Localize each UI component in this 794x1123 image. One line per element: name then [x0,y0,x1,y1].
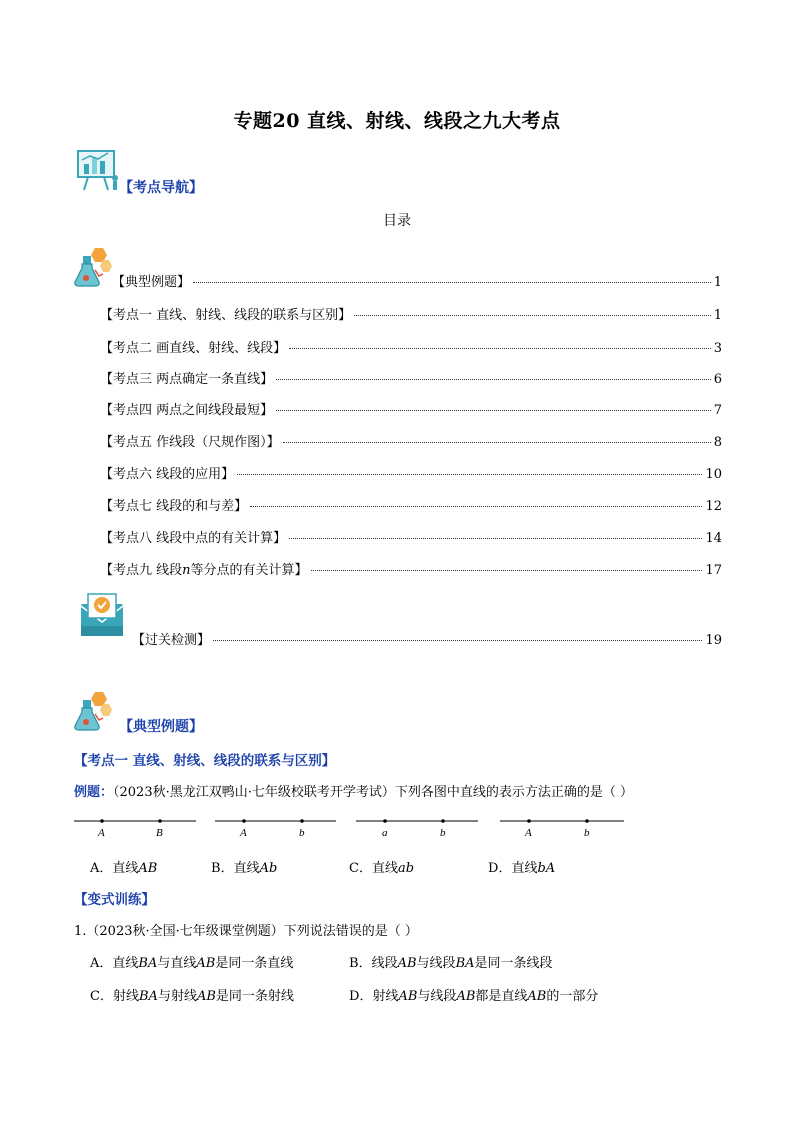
line-figure-3 [356,819,478,839]
toc-leader-dots [311,570,703,571]
toc-leader-dots [283,442,711,443]
toc-leader-dots [276,379,711,380]
toc-page-number: 1 [713,275,722,290]
toc-entry-typical-examples[interactable] [112,271,722,289]
toc-page-number: 7 [713,403,722,418]
q1-option-a[interactable]: A．直线BA与直线AB是同一条直线 [90,956,294,971]
section-title: 【典型例题】 [119,719,203,735]
toc-leader-dots [276,410,711,411]
toc-entry-label: 【考点七 线段的和与差】 [100,499,248,514]
line-figure-2 [215,819,336,839]
presentation-board-icon [74,148,120,192]
example-text: （2023秋·黑龙江双鸭山·七年级校联考开学考试）下列各图中直线的表示方法正确的是（ ） [113,785,633,800]
point-label: A [525,827,532,839]
point-label: A [240,827,247,839]
flask-icon [73,246,113,288]
toc-page-number: 14 [705,531,722,546]
example-option-b[interactable]: B．直线Ab [211,861,278,876]
point-label: A [98,827,105,839]
line-figures [70,812,630,842]
toc-leader-dots [193,282,711,283]
toc-leader-dots [289,538,702,539]
toc-entry-label: 【考点四 两点之间线段最短】 [100,403,274,418]
toc-page-number: 10 [705,467,722,482]
point-label: a [382,827,388,839]
toc-entry-kp3[interactable] [100,368,722,386]
practice-question-1: 1.（2023秋·全国·七年级课堂例题）下列说法错误的是（ ） [74,924,418,939]
toc-entry-label: 【考点三 两点确定一条直线】 [100,372,274,387]
page-title: 专题20 直线、射线、线段之九大考点 [233,110,561,132]
toc-entry-kp1[interactable] [100,304,722,322]
line-figure-4 [500,819,624,839]
toc-heading: 目录 [383,213,411,229]
toc-page-number: 8 [713,435,722,450]
nav-title: 【考点导航】 [119,180,203,196]
example-question [74,781,633,800]
example-lead: 例题： [74,785,114,800]
toc-entry-label: 【考点二 画直线、射线、线段】 [100,341,287,356]
point-label: B [156,827,163,839]
toc-entry-kp2[interactable] [100,337,722,355]
q1-option-c[interactable]: C．射线BA与射线AB是同一条射线 [90,989,294,1004]
toc-entry-kp4[interactable] [100,399,722,417]
toc-entry-kp5[interactable] [100,431,722,449]
toc-entry-label: 【过关检测】 [132,633,211,648]
toc-entry-kp8[interactable] [100,527,722,545]
practice-title: 【变式训练】 [74,892,155,908]
toc-entry-label: 【典型例题】 [112,275,191,290]
toc-page-number: 1 [713,308,722,323]
point-label: b [584,827,590,839]
knowledge-point-title: 【考点一 直线、射线、线段的联系与区别】 [74,753,336,769]
toc-entry-label: 【考点五 作线段（尺规作图）】 [100,435,280,450]
toc-leader-dots [237,474,702,475]
toc-entry-label: 【考点八 线段中点的有关计算】 [100,531,287,546]
toc-entry-kp9[interactable] [100,559,722,577]
q1-option-b[interactable]: B．线段AB与线段BA是同一条线段 [349,956,553,971]
toc-leader-dots [354,315,711,316]
toc-page-number: 3 [713,341,722,356]
toc-entry-review[interactable] [132,629,722,647]
example-option-a[interactable]: A．直线AB [90,861,158,876]
toc-entry-label: 【考点六 线段的应用】 [100,467,235,482]
toc-entry-label: 【考点九 线段n等分点的有关计算】 [100,563,308,578]
toc-leader-dots [289,348,711,349]
example-option-c[interactable]: C．直线ab [349,861,415,876]
toc-page-number: 17 [705,563,722,578]
toc-page-number: 12 [705,499,722,514]
line-figure-1 [74,819,196,839]
toc-entry-kp7[interactable] [100,495,722,513]
point-label: b [440,827,446,839]
flask-icon [73,690,113,732]
toc-entry-label: 【考点一 直线、射线、线段的联系与区别】 [100,308,352,323]
toc-leader-dots [213,640,702,641]
example-option-d[interactable]: D．直线bA [488,861,556,876]
toc-page-number: 19 [705,633,722,648]
point-label: b [299,827,305,839]
toc-page-number: 6 [713,372,722,387]
q1-option-d[interactable]: D．射线AB与线段AB都是直线AB的一部分 [349,989,599,1004]
checkmark-envelope-icon [79,592,125,638]
toc-leader-dots [250,506,702,507]
toc-entry-kp6[interactable] [100,463,722,481]
